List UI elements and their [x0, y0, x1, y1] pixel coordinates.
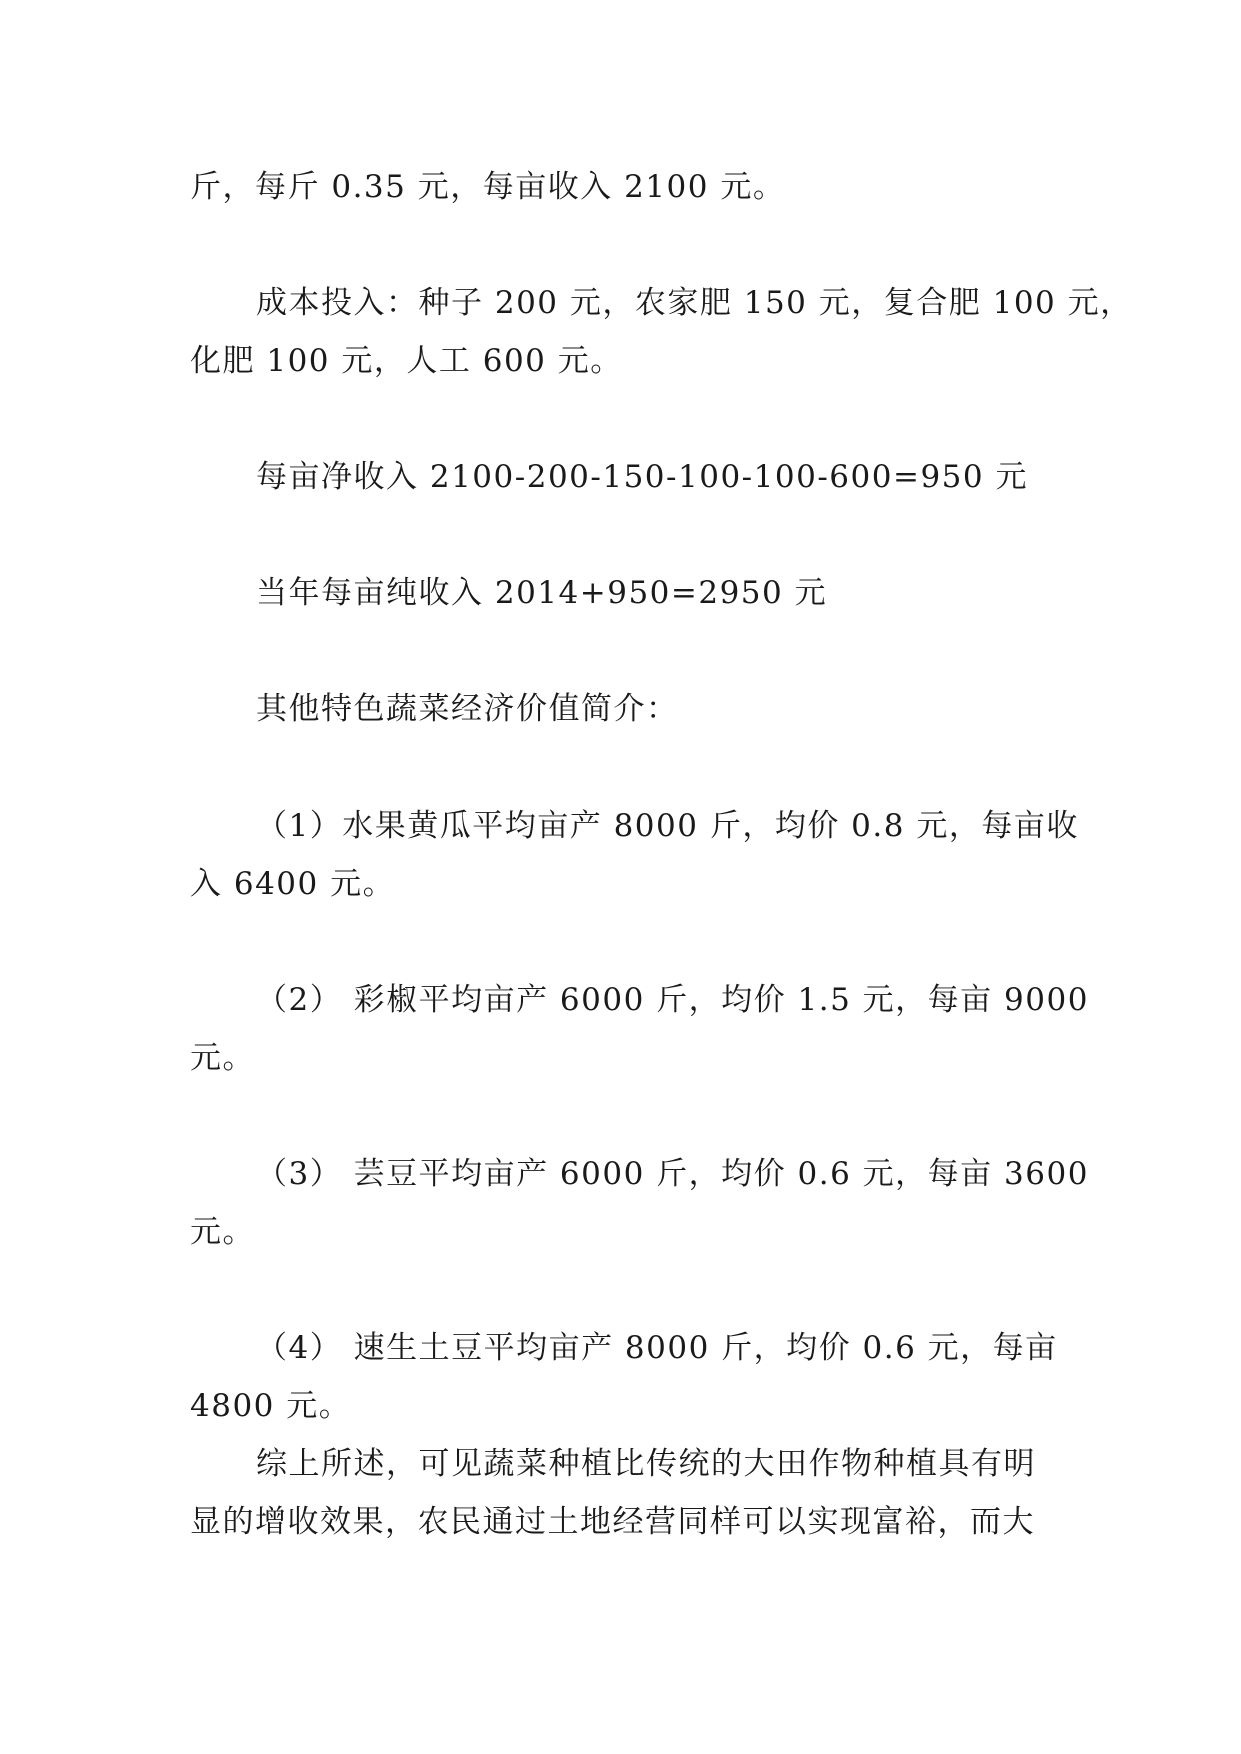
- text-line: （2） 彩椒平均亩产 6000 斤，均价 1.5 元，每亩 9000: [256, 982, 1089, 1018]
- text-line: 斤，每斤 0.35 元，每亩收入 2100 元。: [190, 169, 786, 205]
- text-line: 元。: [190, 1214, 255, 1250]
- text-line: 当年每亩纯收入 2014+950=2950 元: [256, 575, 828, 611]
- text-line: （4） 速生土豆平均亩产 8000 斤，均价 0.6 元，每亩: [256, 1330, 1058, 1366]
- text-line: 综上所述，可见蔬菜种植比传统的大田作物种植具有明: [256, 1446, 1036, 1482]
- text-line: 入 6400 元。: [190, 866, 396, 902]
- text-line: 元。: [190, 1040, 255, 1076]
- text-line: 成本投入：种子 200 元，农家肥 150 元，复合肥 100 元，: [256, 285, 1133, 321]
- text-line: 化肥 100 元，人工 600 元。: [190, 343, 623, 379]
- text-line: （3） 芸豆平均亩产 6000 斤，均价 0.6 元，每亩 3600: [256, 1156, 1089, 1192]
- text-line: 4800 元。: [190, 1388, 352, 1424]
- text-line: 每亩净收入 2100-200-150-100-100-600=950 元: [256, 459, 1028, 495]
- text-line: 其他特色蔬菜经济价值简介：: [256, 691, 679, 727]
- text-line: 显的增收效果，农民通过土地经营同样可以实现富裕，而大: [190, 1504, 1035, 1540]
- text-line: （1）水果黄瓜平均亩产 8000 斤，均价 0.8 元，每亩收: [256, 808, 1079, 844]
